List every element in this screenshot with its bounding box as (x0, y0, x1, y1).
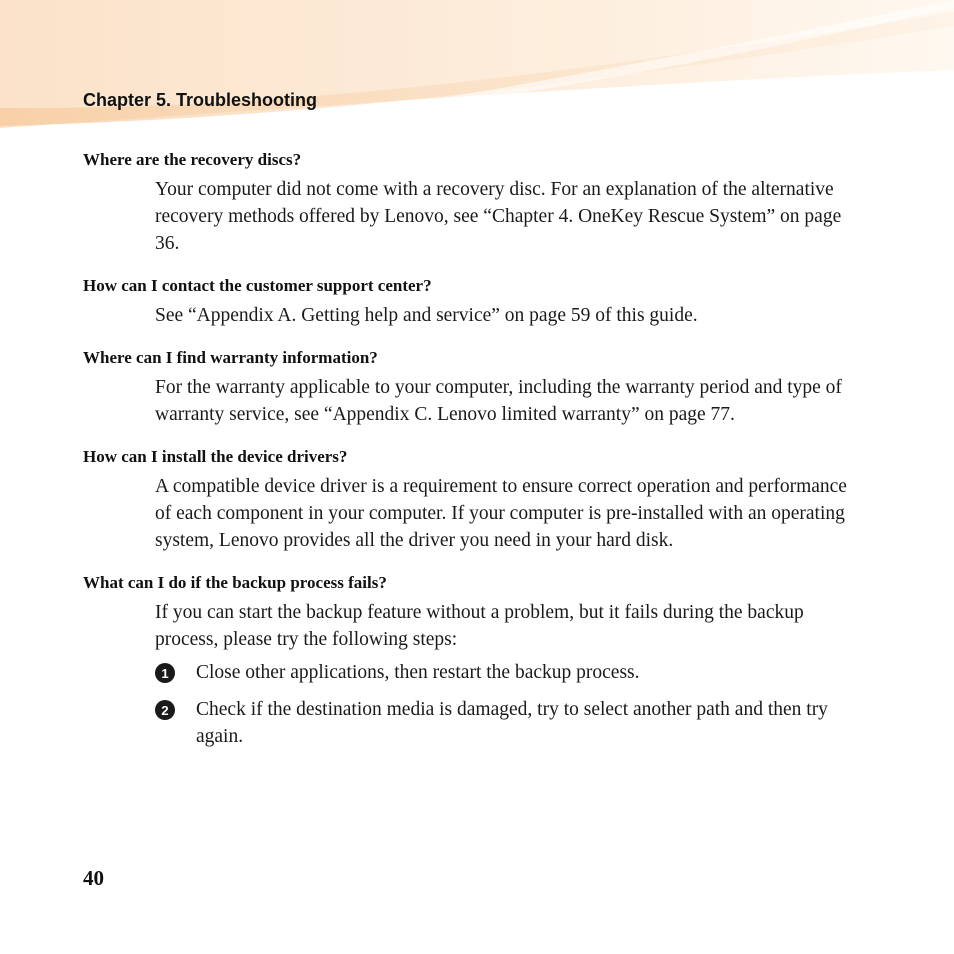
faq-question: How can I contact the customer support center? (83, 276, 432, 295)
step-text: Close other applications, then restart the backup process. (196, 662, 640, 683)
page-number: 40 (83, 866, 104, 890)
step-item (155, 696, 855, 750)
faq-question: How can I install the device drivers? (83, 447, 348, 466)
faq-item (83, 348, 863, 428)
faq-answer: If you can start the backup feature without a problem, but it fails during the backup process, please try the following steps: (155, 602, 804, 650)
step-number-icon: 2 (155, 700, 175, 720)
faq-question: Where can I find warranty information? (83, 348, 378, 367)
step-item (155, 659, 855, 686)
faq-content (83, 150, 863, 769)
step-text: Check if the destination media is damaged, try to select another path and then try again. (196, 699, 828, 747)
step-number-icon: 1 (155, 663, 175, 683)
faq-item (83, 276, 863, 329)
faq-answer: Your computer did not come with a recovery disc. For an explanation of the alternative recovery methods offered by Lenovo, see “Chapter 4. OneKey Rescue System” on page 36. (155, 179, 842, 254)
faq-item (83, 447, 863, 554)
faq-item (83, 150, 863, 257)
faq-answer: A compatible device driver is a requirement to ensure correct operation and performance of each component in your computer. If your computer is pre-installed with an operating system, Lenovo provides all the driver you need in your hard disk. (155, 476, 847, 551)
steps-list (155, 659, 855, 750)
chapter-title: Chapter 5. Troubleshooting (83, 90, 318, 110)
faq-question: What can I do if the backup process fails? (83, 573, 387, 592)
faq-item (83, 573, 863, 750)
faq-answer: See “Appendix A. Getting help and service” on page 59 of this guide. (155, 305, 698, 326)
faq-question: Where are the recovery discs? (83, 150, 302, 169)
faq-answer: For the warranty applicable to your computer, including the warranty period and type of warranty service, see “Appendix C. Lenovo limited warranty” on page 77. (155, 377, 842, 425)
